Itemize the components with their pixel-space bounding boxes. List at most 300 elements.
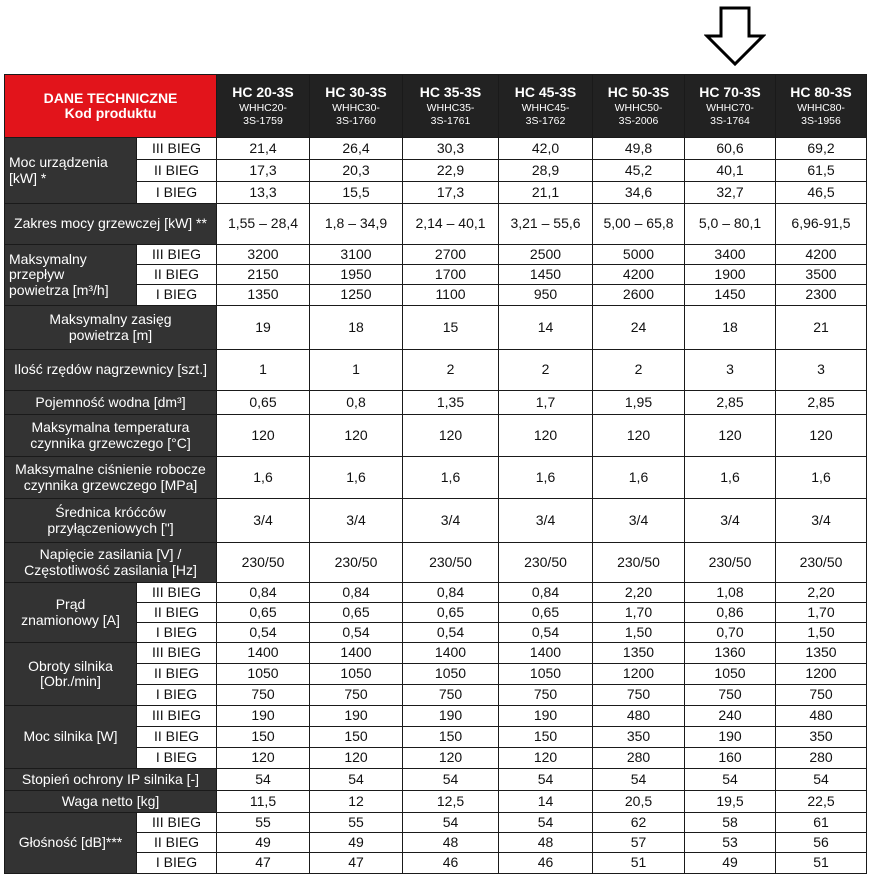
model-header-2 bbox=[403, 75, 499, 138]
zasieg-powietrza-label bbox=[5, 306, 217, 350]
stopien-ochrony-value: 54 bbox=[776, 769, 867, 791]
prad-znamionowy-value: 1,70 bbox=[776, 603, 867, 623]
moc-silnika-value: 190 bbox=[310, 706, 403, 727]
header-title-cell bbox=[5, 75, 217, 138]
obroty-silnika-value: 750 bbox=[776, 685, 867, 706]
obroty-silnika-value: 1050 bbox=[403, 664, 499, 685]
cisnienie-value: 1,6 bbox=[403, 457, 499, 499]
przeplyw-powietrza-value: 1950 bbox=[310, 265, 403, 285]
cisnienie-value: 1,6 bbox=[685, 457, 776, 499]
moc-urzadzenia-value: 22,9 bbox=[403, 160, 499, 182]
gear-label: I BIEG bbox=[137, 748, 217, 769]
cisnienie-label-text: czynnika grzewczego [MPa] bbox=[23, 476, 198, 493]
srednica-value: 3/4 bbox=[403, 499, 499, 543]
temperatura-value: 120 bbox=[593, 415, 685, 457]
obroty-silnika-value: 1400 bbox=[217, 643, 310, 664]
moc-urzadzenia-value: 46,5 bbox=[776, 182, 867, 204]
moc-urzadzenia-value: 21,1 bbox=[499, 182, 593, 204]
stopien-ochrony-value: 54 bbox=[217, 769, 310, 791]
przeplyw-powietrza-value: 5000 bbox=[593, 245, 685, 265]
obroty-silnika-value: 750 bbox=[499, 685, 593, 706]
pojemnosc-wodna-value: 1,35 bbox=[403, 391, 499, 415]
glosnosc-label bbox=[5, 813, 137, 874]
glosnosc-value: 48 bbox=[403, 833, 499, 853]
model-name: HC 35-3S bbox=[419, 83, 482, 100]
model-header-4 bbox=[593, 75, 685, 138]
moc-silnika-value: 350 bbox=[593, 727, 685, 748]
moc-silnika-value: 480 bbox=[776, 706, 867, 727]
moc-urzadzenia-value: 15,5 bbox=[310, 182, 403, 204]
gear-label: II BIEG bbox=[137, 727, 217, 748]
prad-znamionowy-label-text: znamionowy [A] bbox=[21, 611, 120, 628]
napiecie-value: 230/50 bbox=[499, 543, 593, 583]
ilosc-rzedow-value: 2 bbox=[593, 350, 685, 391]
zasieg-powietrza-value: 19 bbox=[217, 306, 310, 350]
moc-urzadzenia-value: 13,3 bbox=[217, 182, 310, 204]
moc-urzadzenia-label-text: [kW] * bbox=[9, 169, 47, 186]
cisnienie-row bbox=[5, 457, 867, 499]
pojemnosc-wodna-value: 1,7 bbox=[499, 391, 593, 415]
moc-urzadzenia-value: 17,3 bbox=[217, 160, 310, 182]
gear-label: III BIEG bbox=[137, 813, 217, 833]
prad-znamionowy-value: 2,20 bbox=[593, 583, 685, 603]
model-name: HC 30-3S bbox=[325, 83, 387, 100]
napiecie-value: 230/50 bbox=[776, 543, 867, 583]
zakres-mocy-value: 6,96-91,5 bbox=[776, 204, 867, 245]
obroty-silnika-value: 750 bbox=[217, 685, 310, 706]
moc-urzadzenia-value: 69,2 bbox=[776, 138, 867, 160]
waga-netto-value: 12 bbox=[310, 791, 403, 813]
glosnosc-value: 53 bbox=[685, 833, 776, 853]
model-header-3 bbox=[499, 75, 593, 138]
ilosc-rzedow-label bbox=[5, 350, 217, 391]
pojemnosc-wodna-label bbox=[5, 391, 217, 415]
gear-label: I BIEG bbox=[137, 685, 217, 706]
srednica-value: 3/4 bbox=[499, 499, 593, 543]
obroty-silnika-value: 1400 bbox=[403, 643, 499, 664]
cisnienie-label-text: Maksymalne ciśnienie robocze bbox=[15, 461, 206, 478]
temperatura-label-text: czynnika grzewczego [°C] bbox=[30, 434, 191, 451]
pojemnosc-wodna-label-text: Pojemność wodna [dm³] bbox=[35, 393, 186, 410]
glosnosc-value: 47 bbox=[310, 853, 403, 874]
moc-silnika-value: 120 bbox=[403, 748, 499, 769]
moc-urzadzenia-value: 49,8 bbox=[593, 138, 685, 160]
temperatura-value: 120 bbox=[499, 415, 593, 457]
napiecie-label-text: Napięcie zasilania [V] / bbox=[39, 546, 182, 563]
model-code-line1: WHHC50- bbox=[614, 102, 663, 115]
obroty-silnika-label-text: [Obr./min] bbox=[40, 673, 101, 689]
glosnosc-value: 54 bbox=[403, 813, 499, 833]
przeplyw-powietrza-value: 2150 bbox=[217, 265, 310, 285]
temperatura-row bbox=[5, 415, 867, 457]
przeplyw-powietrza-label-text: Maksymalny bbox=[9, 250, 87, 267]
moc-urzadzenia-value: 45,2 bbox=[593, 160, 685, 182]
moc-urzadzenia-value: 26,4 bbox=[310, 138, 403, 160]
obroty-silnika-value: 1200 bbox=[593, 664, 685, 685]
model-code-line2: 3S-1762 bbox=[525, 114, 566, 127]
stopien-ochrony-value: 54 bbox=[499, 769, 593, 791]
moc-urzadzenia-value: 28,9 bbox=[499, 160, 593, 182]
przeplyw-powietrza-value: 2600 bbox=[593, 285, 685, 306]
prad-znamionowy-row bbox=[5, 583, 867, 603]
glosnosc-value: 49 bbox=[217, 833, 310, 853]
zasieg-powietrza-label-text: powietrza [m] bbox=[68, 326, 153, 343]
glosnosc-value: 48 bbox=[499, 833, 593, 853]
pojemnosc-wodna-value: 0,65 bbox=[217, 391, 310, 415]
przeplyw-powietrza-value: 4200 bbox=[593, 265, 685, 285]
moc-silnika-label bbox=[5, 706, 137, 769]
prad-znamionowy-value: 1,08 bbox=[685, 583, 776, 603]
srednica-label-text: Średnica króćców bbox=[55, 504, 166, 521]
glosnosc-row bbox=[5, 813, 867, 833]
gear-label: I BIEG bbox=[137, 285, 217, 306]
moc-silnika-value: 190 bbox=[403, 706, 499, 727]
cisnienie-value: 1,6 bbox=[310, 457, 403, 499]
model-code-line2: 3S-1761 bbox=[430, 114, 471, 127]
srednica-value: 3/4 bbox=[310, 499, 403, 543]
ilosc-rzedow-row bbox=[5, 350, 867, 391]
moc-urzadzenia-value: 34,6 bbox=[593, 182, 685, 204]
model-code-line1: WHHC70- bbox=[706, 102, 754, 115]
prad-znamionowy-value: 0,70 bbox=[685, 623, 776, 643]
glosnosc-value: 57 bbox=[593, 833, 685, 853]
srednica-row bbox=[5, 499, 867, 543]
glosnosc-value: 55 bbox=[310, 813, 403, 833]
moc-silnika-value: 190 bbox=[217, 706, 310, 727]
moc-silnika-value: 240 bbox=[685, 706, 776, 727]
glosnosc-value: 62 bbox=[593, 813, 685, 833]
przeplyw-powietrza-row bbox=[5, 245, 867, 265]
obroty-silnika-value: 1050 bbox=[685, 664, 776, 685]
obroty-silnika-label-text: Obroty silnika bbox=[28, 657, 113, 674]
moc-urzadzenia-value: 42,0 bbox=[499, 138, 593, 160]
srednica-label bbox=[5, 499, 217, 543]
pojemnosc-wodna-value: 2,85 bbox=[685, 391, 776, 415]
moc-silnika-value: 150 bbox=[217, 727, 310, 748]
gear-label: II BIEG bbox=[137, 603, 217, 623]
moc-silnika-value: 480 bbox=[593, 706, 685, 727]
model-name: HC 45-3S bbox=[514, 83, 577, 100]
model-name: HC 70-3S bbox=[699, 83, 761, 100]
glosnosc-label-text: Głośność [dB]*** bbox=[18, 834, 123, 851]
cisnienie-value: 1,6 bbox=[593, 457, 685, 499]
zakres-mocy-label bbox=[5, 204, 217, 245]
srednica-value: 3/4 bbox=[685, 499, 776, 543]
prad-znamionowy-value: 0,84 bbox=[217, 583, 310, 603]
gear-label: I BIEG bbox=[137, 853, 217, 874]
zakres-mocy-value: 3,21 – 55,6 bbox=[499, 204, 593, 245]
header-subtitle: Kod produktu bbox=[64, 105, 157, 121]
moc-urzadzenia-value: 30,3 bbox=[403, 138, 499, 160]
napiecie-value: 230/50 bbox=[685, 543, 776, 583]
zasieg-powietrza-value: 18 bbox=[685, 306, 776, 350]
gear-label: I BIEG bbox=[137, 182, 217, 204]
model-code-line1: WHHC20- bbox=[239, 102, 287, 115]
zasieg-powietrza-value: 24 bbox=[593, 306, 685, 350]
prad-znamionowy-value: 0,84 bbox=[310, 583, 403, 603]
moc-silnika-value: 160 bbox=[685, 748, 776, 769]
obroty-silnika-value: 1350 bbox=[593, 643, 685, 664]
stopien-ochrony-value: 54 bbox=[685, 769, 776, 791]
waga-netto-value: 20,5 bbox=[593, 791, 685, 813]
header-title: DANE TECHNICZNE bbox=[43, 89, 178, 106]
stopien-ochrony-value: 54 bbox=[403, 769, 499, 791]
srednica-label-text: przyłączeniowych ["] bbox=[47, 519, 174, 536]
przeplyw-powietrza-label bbox=[5, 245, 137, 306]
gear-label: III BIEG bbox=[137, 138, 217, 160]
prad-znamionowy-value: 1,50 bbox=[593, 623, 685, 643]
moc-silnika-value: 190 bbox=[685, 727, 776, 748]
srednica-value: 3/4 bbox=[217, 499, 310, 543]
technical-data-table bbox=[4, 74, 867, 874]
napiecie-value: 230/50 bbox=[310, 543, 403, 583]
cisnienie-value: 1,6 bbox=[499, 457, 593, 499]
obroty-silnika-value: 750 bbox=[403, 685, 499, 706]
model-header-6 bbox=[776, 75, 867, 138]
model-code-line1: WHHC30- bbox=[332, 102, 380, 115]
glosnosc-value: 46 bbox=[403, 853, 499, 874]
moc-urzadzenia-label-text: Moc urządzenia bbox=[9, 154, 108, 171]
prad-znamionowy-value: 0,84 bbox=[499, 583, 593, 603]
model-code-line2: 3S-1760 bbox=[336, 114, 376, 127]
prad-znamionowy-value: 0,86 bbox=[685, 603, 776, 623]
napiecie-row bbox=[5, 543, 867, 583]
zakres-mocy-row bbox=[5, 204, 867, 245]
przeplyw-powietrza-value: 2300 bbox=[776, 285, 867, 306]
model-header-0 bbox=[217, 75, 310, 138]
moc-silnika-value: 150 bbox=[403, 727, 499, 748]
gear-label: II BIEG bbox=[137, 160, 217, 182]
moc-urzadzenia-value: 21,4 bbox=[217, 138, 310, 160]
prad-znamionowy-value: 0,54 bbox=[403, 623, 499, 643]
ilosc-rzedow-value: 1 bbox=[310, 350, 403, 391]
obroty-silnika-value: 1050 bbox=[217, 664, 310, 685]
moc-silnika-value: 280 bbox=[776, 748, 867, 769]
srednica-value: 3/4 bbox=[593, 499, 685, 543]
down-arrow-icon bbox=[704, 6, 766, 66]
waga-netto-value: 19,5 bbox=[685, 791, 776, 813]
gear-label: II BIEG bbox=[137, 833, 217, 853]
glosnosc-value: 58 bbox=[685, 813, 776, 833]
stopien-ochrony-label bbox=[5, 769, 217, 791]
header-row bbox=[5, 75, 867, 138]
model-code-line2: 3S-1759 bbox=[243, 114, 283, 127]
zasieg-powietrza-row bbox=[5, 306, 867, 350]
prad-znamionowy-value: 0,54 bbox=[310, 623, 403, 643]
napiecie-value: 230/50 bbox=[403, 543, 499, 583]
waga-netto-value: 14 bbox=[499, 791, 593, 813]
stopien-ochrony-value: 54 bbox=[593, 769, 685, 791]
zasieg-powietrza-label-text: Maksymalny zasięg bbox=[49, 311, 172, 328]
przeplyw-powietrza-label-text: powietrza [m³/h] bbox=[9, 281, 109, 298]
ilosc-rzedow-value: 3 bbox=[776, 350, 867, 391]
model-code-line2: 3S-1956 bbox=[801, 114, 841, 127]
model-code-line1: WHHC35- bbox=[426, 102, 475, 115]
napiecie-label-text: Częstotliwość zasilania [Hz] bbox=[24, 561, 197, 578]
pojemnosc-wodna-value: 1,95 bbox=[593, 391, 685, 415]
przeplyw-powietrza-value: 1700 bbox=[403, 265, 499, 285]
moc-silnika-value: 150 bbox=[310, 727, 403, 748]
model-code-line2: 3S-1764 bbox=[710, 114, 750, 127]
temperatura-label-text: Maksymalna temperatura bbox=[31, 419, 190, 436]
przeplyw-powietrza-value: 3200 bbox=[217, 245, 310, 265]
cisnienie-label bbox=[5, 457, 217, 499]
przeplyw-powietrza-value: 1350 bbox=[217, 285, 310, 306]
glosnosc-value: 46 bbox=[499, 853, 593, 874]
zasieg-powietrza-value: 15 bbox=[403, 306, 499, 350]
zakres-mocy-value: 5,0 – 80,1 bbox=[685, 204, 776, 245]
glosnosc-value: 51 bbox=[776, 853, 867, 874]
przeplyw-powietrza-value: 3400 bbox=[685, 245, 776, 265]
moc-urzadzenia-label bbox=[5, 138, 137, 204]
model-code-line1: WHHC45- bbox=[521, 102, 570, 115]
przeplyw-powietrza-value: 2500 bbox=[499, 245, 593, 265]
gear-label: III BIEG bbox=[137, 583, 217, 603]
zasieg-powietrza-value: 14 bbox=[499, 306, 593, 350]
moc-urzadzenia-value: 32,7 bbox=[685, 182, 776, 204]
prad-znamionowy-value: 0,65 bbox=[499, 603, 593, 623]
przeplyw-powietrza-label-text: przepływ bbox=[9, 266, 65, 283]
cisnienie-value: 1,6 bbox=[776, 457, 867, 499]
obroty-silnika-label bbox=[5, 643, 137, 706]
glosnosc-value: 55 bbox=[217, 813, 310, 833]
ilosc-rzedow-value: 1 bbox=[217, 350, 310, 391]
prad-znamionowy-label bbox=[5, 583, 137, 643]
glosnosc-value: 56 bbox=[776, 833, 867, 853]
pojemnosc-wodna-value: 0,8 bbox=[310, 391, 403, 415]
waga-netto-value: 12,5 bbox=[403, 791, 499, 813]
obroty-silnika-value: 1400 bbox=[310, 643, 403, 664]
moc-silnika-value: 350 bbox=[776, 727, 867, 748]
prad-znamionowy-label-text: Prąd bbox=[55, 596, 86, 613]
prad-znamionowy-value: 0,54 bbox=[217, 623, 310, 643]
obroty-silnika-value: 1050 bbox=[499, 664, 593, 685]
obroty-silnika-value: 1200 bbox=[776, 664, 867, 685]
moc-urzadzenia-value: 61,5 bbox=[776, 160, 867, 182]
ilosc-rzedow-value: 3 bbox=[685, 350, 776, 391]
model-name: HC 50-3S bbox=[607, 83, 670, 100]
moc-urzadzenia-value: 17,3 bbox=[403, 182, 499, 204]
przeplyw-powietrza-value: 2700 bbox=[403, 245, 499, 265]
przeplyw-powietrza-value: 3100 bbox=[310, 245, 403, 265]
prad-znamionowy-value: 1,50 bbox=[776, 623, 867, 643]
prad-znamionowy-value: 1,70 bbox=[593, 603, 685, 623]
glosnosc-value: 49 bbox=[685, 853, 776, 874]
stopien-ochrony-label-text: Stopień ochrony IP silnika [-] bbox=[21, 770, 200, 787]
pojemnosc-wodna-value: 2,85 bbox=[776, 391, 867, 415]
obroty-silnika-value: 750 bbox=[685, 685, 776, 706]
glosnosc-value: 54 bbox=[499, 813, 593, 833]
prad-znamionowy-value: 0,65 bbox=[217, 603, 310, 623]
model-name: HC 20-3S bbox=[232, 83, 294, 100]
zasieg-powietrza-value: 21 bbox=[776, 306, 867, 350]
przeplyw-powietrza-value: 1450 bbox=[499, 265, 593, 285]
waga-netto-value: 11,5 bbox=[217, 791, 310, 813]
obroty-silnika-value: 1050 bbox=[310, 664, 403, 685]
napiecie-value: 230/50 bbox=[593, 543, 685, 583]
waga-netto-label-text: Waga netto [kg] bbox=[61, 792, 160, 809]
przeplyw-powietrza-value: 1250 bbox=[310, 285, 403, 306]
obroty-silnika-value: 1400 bbox=[499, 643, 593, 664]
stopien-ochrony-value: 54 bbox=[310, 769, 403, 791]
przeplyw-powietrza-value: 950 bbox=[499, 285, 593, 306]
gear-label: II BIEG bbox=[137, 265, 217, 285]
prad-znamionowy-value: 0,84 bbox=[403, 583, 499, 603]
przeplyw-powietrza-value: 4200 bbox=[776, 245, 867, 265]
gear-label: III BIEG bbox=[137, 643, 217, 664]
obroty-silnika-value: 1350 bbox=[776, 643, 867, 664]
prad-znamionowy-value: 0,54 bbox=[499, 623, 593, 643]
gear-label: III BIEG bbox=[137, 245, 217, 265]
prad-znamionowy-value: 0,65 bbox=[403, 603, 499, 623]
moc-silnika-value: 120 bbox=[310, 748, 403, 769]
glosnosc-value: 47 bbox=[217, 853, 310, 874]
model-name: HC 80-3S bbox=[790, 83, 852, 100]
model-header-5 bbox=[685, 75, 776, 138]
moc-silnika-label-text: Moc silnika [W] bbox=[23, 728, 118, 745]
moc-silnika-value: 190 bbox=[499, 706, 593, 727]
przeplyw-powietrza-value: 1450 bbox=[685, 285, 776, 306]
obroty-silnika-value: 1360 bbox=[685, 643, 776, 664]
zasieg-powietrza-value: 18 bbox=[310, 306, 403, 350]
gear-label: I BIEG bbox=[137, 623, 217, 643]
gear-label: III BIEG bbox=[137, 706, 217, 727]
moc-urzadzenia-value: 60,6 bbox=[685, 138, 776, 160]
przeplyw-powietrza-value: 1100 bbox=[403, 285, 499, 306]
prad-znamionowy-value: 0,65 bbox=[310, 603, 403, 623]
model-header-1 bbox=[310, 75, 403, 138]
temperatura-value: 120 bbox=[217, 415, 310, 457]
moc-urzadzenia-value: 20,3 bbox=[310, 160, 403, 182]
prad-znamionowy-value: 2,20 bbox=[776, 583, 867, 603]
moc-urzadzenia-row bbox=[5, 138, 867, 160]
zakres-mocy-value: 1,8 – 34,9 bbox=[310, 204, 403, 245]
waga-netto-value: 22,5 bbox=[776, 791, 867, 813]
gear-label: II BIEG bbox=[137, 664, 217, 685]
obroty-silnika-value: 750 bbox=[310, 685, 403, 706]
moc-silnika-value: 120 bbox=[499, 748, 593, 769]
glosnosc-value: 51 bbox=[593, 853, 685, 874]
zakres-mocy-label-text: Zakres mocy grzewczej [kW] ** bbox=[14, 215, 207, 232]
stopien-ochrony-row bbox=[5, 769, 867, 791]
ilosc-rzedow-value: 2 bbox=[499, 350, 593, 391]
przeplyw-powietrza-value: 1900 bbox=[685, 265, 776, 285]
ilosc-rzedow-value: 2 bbox=[403, 350, 499, 391]
moc-silnika-value: 280 bbox=[593, 748, 685, 769]
napiecie-value: 230/50 bbox=[217, 543, 310, 583]
temperatura-value: 120 bbox=[403, 415, 499, 457]
waga-netto-row bbox=[5, 791, 867, 813]
model-code-line2: 3S-2006 bbox=[618, 114, 659, 127]
waga-netto-label bbox=[5, 791, 217, 813]
cisnienie-value: 1,6 bbox=[217, 457, 310, 499]
temperatura-value: 120 bbox=[685, 415, 776, 457]
glosnosc-value: 49 bbox=[310, 833, 403, 853]
zakres-mocy-value: 1,55 – 28,4 bbox=[217, 204, 310, 245]
temperatura-value: 120 bbox=[776, 415, 867, 457]
temperatura-value: 120 bbox=[310, 415, 403, 457]
model-code-line1: WHHC80- bbox=[797, 102, 845, 115]
srednica-value: 3/4 bbox=[776, 499, 867, 543]
pojemnosc-wodna-row bbox=[5, 391, 867, 415]
ilosc-rzedow-label-text: Ilość rzędów nagrzewnicy [szt.] bbox=[14, 361, 207, 378]
przeplyw-powietrza-value: 3500 bbox=[776, 265, 867, 285]
moc-silnika-value: 150 bbox=[499, 727, 593, 748]
temperatura-label bbox=[5, 415, 217, 457]
napiecie-label bbox=[5, 543, 217, 583]
obroty-silnika-value: 750 bbox=[593, 685, 685, 706]
zakres-mocy-value: 5,00 – 65,8 bbox=[593, 204, 685, 245]
